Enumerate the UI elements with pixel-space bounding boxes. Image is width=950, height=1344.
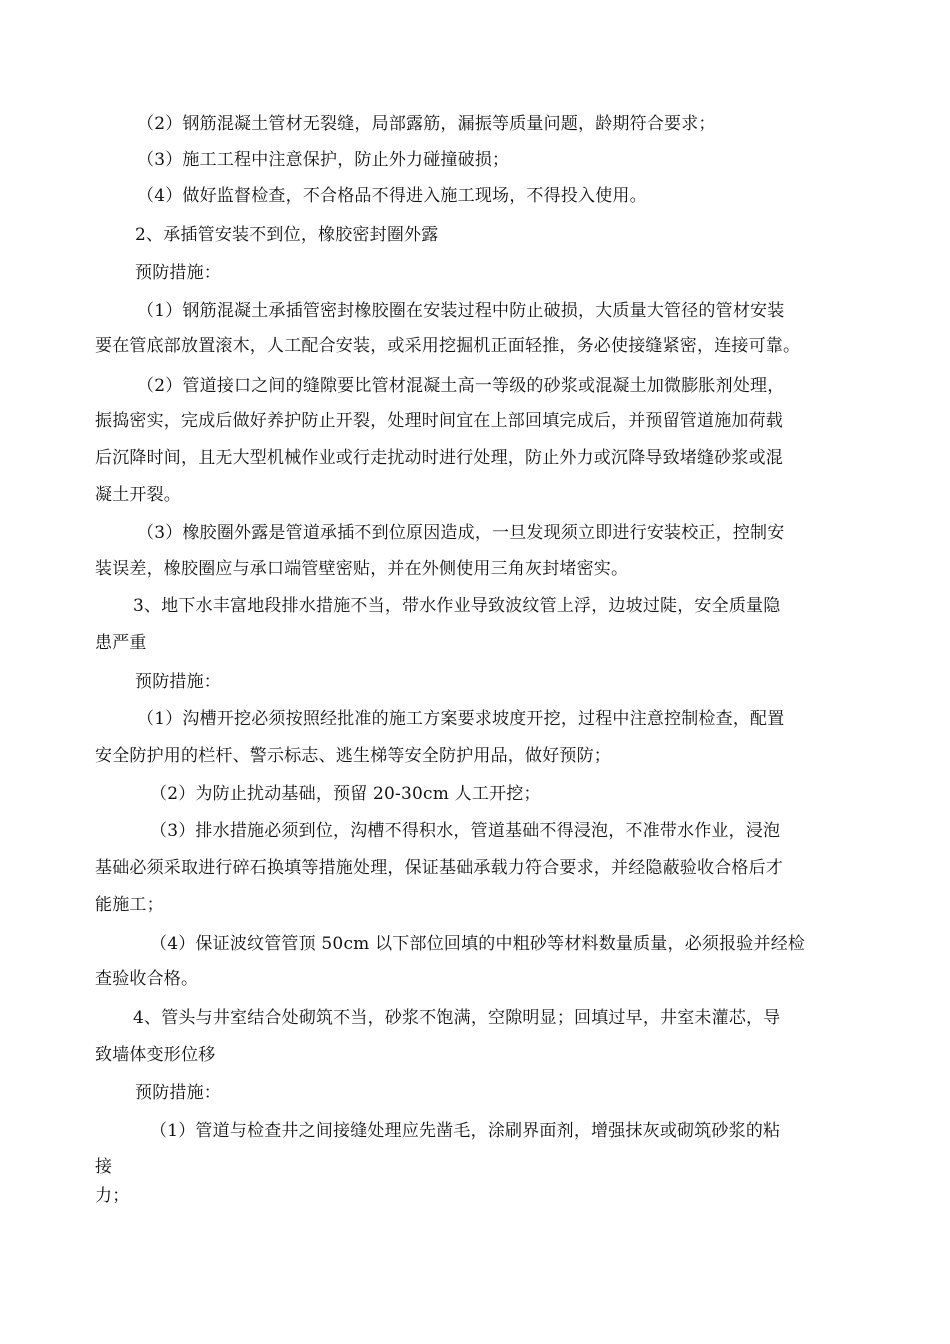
- text-line: 查验收合格。: [95, 969, 199, 989]
- section-heading: 4、管头与井室结合处砌筑不当，砂浆不饱满，空隙明显；回填过早，井室未灌芯，导: [133, 1008, 781, 1028]
- text-line: （2）管道接口之间的缝隙要比管材混凝土高一等级的砂浆或混凝土加微膨胀剂处理，: [137, 376, 785, 396]
- text-line: 预防措施：: [135, 672, 221, 692]
- section-heading: 3、地下水丰富地段排水措施不当，带水作业导致波纹管上浮，边坡过陡，安全质量隐: [133, 596, 781, 616]
- text-line: 要在管底部放置滚木，人工配合安装，或采用挖掘机正面轻推，务必使接缝紧密，连接可靠。: [95, 336, 801, 356]
- section-heading: 患严重: [95, 633, 147, 653]
- section-heading: 2、承插管安装不到位，橡胶密封圈外露: [135, 225, 439, 245]
- text-line: 能施工；: [95, 895, 164, 915]
- text-line: 装误差，橡胶圈应与承口端管壁密贴，并在外侧使用三角灰封堵密实。: [95, 559, 629, 579]
- text-line: 预防措施：: [135, 263, 221, 283]
- text-line: 接: [95, 1157, 113, 1177]
- text-line: （3）排水措施必须到位，沟槽不得积水，管道基础不得浸泡，不准带水作业，浸泡: [150, 821, 781, 841]
- text-line: 后沉降时间，且无大型机械作业或行走扰动时进行处理，防止外力或沉降导致堵缝砂浆或混: [95, 448, 783, 468]
- text-line: （2）为防止扰动基础，预留 20-30cm 人工开挖；: [150, 784, 541, 804]
- text-line: （4）做好监督检查，不合格品不得进入施工现场，不得投入使用。: [137, 186, 647, 206]
- text-line: （4）保证波纹管管顶 50cm 以下部位回填的中粗砂等材料数量质量，必须报验并经检: [150, 934, 806, 954]
- text-line: 安全防护用的栏杆、警示标志、逃生梯等安全防护用品，做好预防；: [95, 746, 611, 766]
- text-line: （1）钢筋混凝土承插管密封橡胶圈在安装过程中防止破损，大质量大管径的管材安装: [137, 301, 785, 321]
- text-line: 力；: [95, 1186, 130, 1206]
- text-line: 预防措施：: [135, 1083, 221, 1103]
- text-line: 基础必须采取进行碎石换填等措施处理，保证基础承载力符合要求，并经隐蔽验收合格后才: [95, 858, 783, 878]
- section-heading: 致墙体变形位移: [95, 1045, 216, 1065]
- text-line: （3）施工工程中注意保护，防止外力碰撞破损；: [137, 150, 510, 170]
- text-line: （2）钢筋混凝土管材无裂缝，局部露筋，漏振等质量问题，龄期符合要求；: [137, 114, 716, 134]
- text-line: 凝土开裂。: [95, 485, 181, 505]
- text-line: （1）沟槽开挖必须按照经批准的施工方案要求坡度开挖，过程中注意控制检查，配置: [137, 709, 785, 729]
- text-line: （1）管道与检查井之间接缝处理应先凿毛，涂刷界面剂，增强抹灰或砌筑砂浆的粘: [150, 1121, 781, 1141]
- text-line: 振捣密实，完成后做好养护防止开裂，处理时间宜在上部回填完成后，并预留管道施加荷载: [95, 411, 783, 431]
- text-line: （3）橡胶圈外露是管道承插不到位原因造成，一旦发现须立即进行安装校正，控制安: [137, 523, 785, 543]
